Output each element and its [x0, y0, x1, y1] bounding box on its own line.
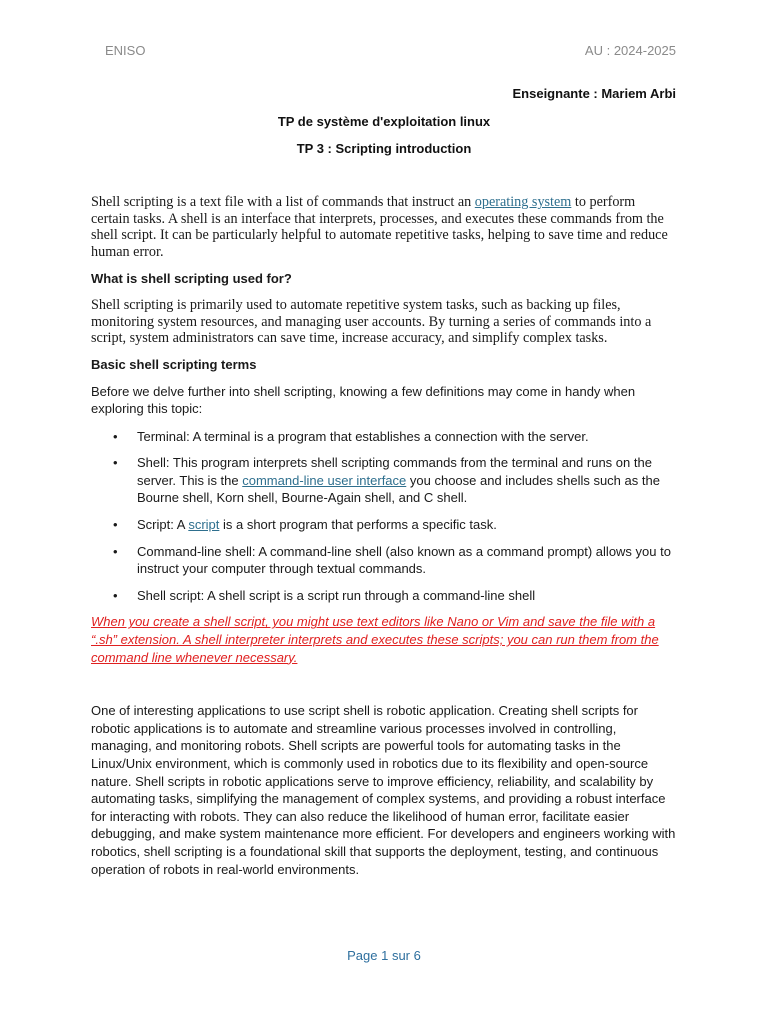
- term-shell-script: Shell script: A shell script is a script run through a command-line shell: [137, 587, 536, 603]
- bullet-icon: •: [113, 428, 118, 444]
- course-title: TP de système d'exploitation linux: [277, 114, 491, 129]
- command-line-interface-link[interactable]: command-line user interface: [242, 472, 407, 488]
- list-item: [91, 543, 677, 578]
- term-shell-after: you choose and includes shells such as the Bourne shell, Korn shell, Bourne-Again shell, and C shell.: [137, 472, 660, 506]
- term-command-line-shell: Command-line shell: A command-line shell (also known as a command prompt) allows you to instruct your computer through textual commands.: [137, 543, 671, 577]
- operating-system-link[interactable]: operating system: [474, 194, 572, 210]
- term-shell-before: Shell: This program interprets shell scripting commands from the terminal and runs on the server. This is the: [137, 455, 652, 488]
- section-heading-terms: Basic shell scripting terms: [91, 356, 257, 372]
- terms-intro-paragraph: Before we delve further into shell scripting, knowing a few definitions may come in handy when exploring this topic:: [91, 383, 636, 417]
- bullet-icon: •: [113, 455, 118, 471]
- header-academic-year: AU : 2024-2025: [584, 43, 676, 58]
- uses-paragraph: Shell scripting is primarily used to automate repetitive system tasks, such as backing up files, monitoring system resources, and managing user accounts. By turning a series of commands into a script, system administrators can save time, increase accuracy, and simplify complex tasks.: [91, 297, 652, 346]
- list-item: [91, 454, 677, 507]
- intro-paragraph: [91, 194, 677, 260]
- intro-text-before: Shell scripting is a text file with a list of commands that instruct an: [91, 194, 475, 210]
- list-item: [91, 587, 677, 605]
- bullet-icon: •: [113, 543, 118, 559]
- page-number: Page 1 sur 6: [347, 948, 421, 963]
- list-item: [91, 516, 677, 534]
- bullet-icon: •: [113, 587, 118, 603]
- terms-list: [91, 428, 677, 605]
- robotics-paragraph: One of interesting applications to use script shell is robotic application. Creating shell scripts for robotic applications is to automate and streamline various processes involved in controlling, managing, and monitoring robots. Shell scripts are powerful tools for automating tasks in the Linux/Unix environment, which is commonly used in robotics due to its flexibility and open-source nature. Shell scripts in robotic applications serve to improve efficiency, reliability, and scalability by automating tasks, simplifying the management of complex systems, and providing a robust interface for interacting with robots. They can also reduce the likelihood of human error, facilitate easier debugging, and make system maintenance more efficient. For developers and engineers working with robotics, shell scripting is a foundational skill that supports the deployment, testing, and continuous operation of robots in real-world environments.: [91, 703, 676, 877]
- note-paragraph: When you create a shell script, you might use text editors like Nano or Vim and save the file with a “.sh” extension. A shell interpreter interprets and executes these scripts; you can run them from the command line whenever necessary.: [91, 614, 659, 665]
- bullet-icon: •: [113, 517, 118, 533]
- list-item: [91, 428, 677, 446]
- header-school: ENISO: [105, 43, 146, 58]
- term-script-after: is a short program that performs a specific task.: [219, 517, 497, 533]
- intro-text-after: to perform certain tasks. A shell is an interface that interprets, processes, and executes these commands from the shell script. It can be particularly helpful to automate repetitive tasks, helping to save time and reduce human error.: [91, 194, 668, 260]
- term-terminal: Terminal: A terminal is a program that establishes a connection with the server.: [137, 428, 589, 444]
- script-link[interactable]: script: [188, 517, 220, 533]
- term-script-before: Script: A: [137, 517, 189, 533]
- section-heading-uses: What is shell scripting used for?: [91, 271, 292, 286]
- document-body: [91, 194, 677, 878]
- tp-title: TP 3 : Scripting introduction: [296, 141, 472, 156]
- teacher-name: Enseignante : Mariem Arbi: [512, 86, 676, 101]
